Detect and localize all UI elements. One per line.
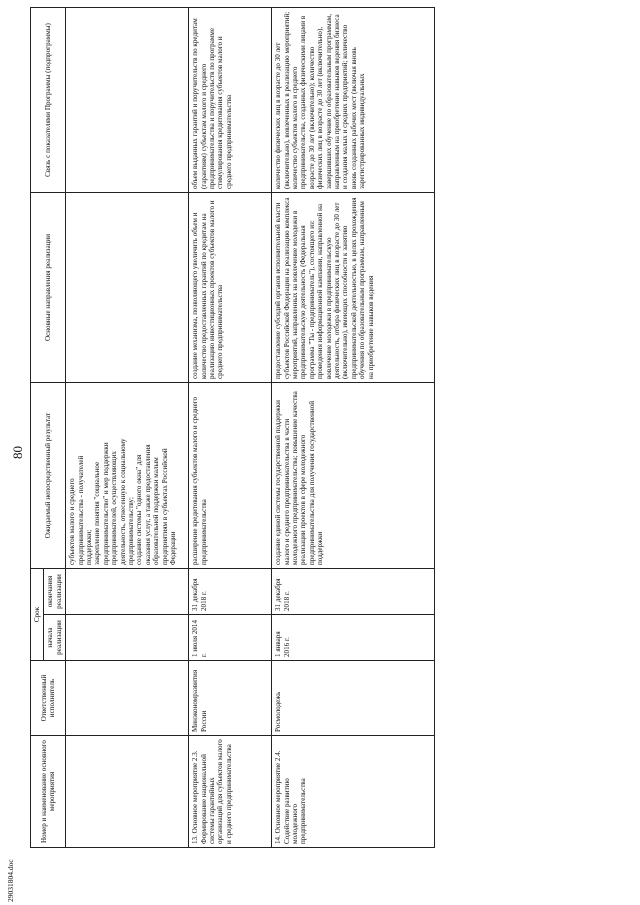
- table-row: [66, 8, 189, 848]
- header-row: [31, 8, 44, 848]
- table-row: [189, 8, 272, 848]
- row-indicators: количество физических лиц в возрасте до 30 лет (включительно), вовлеченных в реализацию мероприятий; количество субъектов малого и среднего предпринимательства, созданных физическими лицами в возрасте до 30 лет (включительно); количество физических лиц в возрасте до 30 лет (включительно), завершивших обучение по образовательным программам, направленным на приобретение навыков ведения бизнеса и создания малых и средних предприятий; количество вновь созданных рабочих мест (включая вновь зарегистрированных индивидуальных: [272, 8, 435, 193]
- row-title: 14. Основное мероприятие 2.4. Содействие развитию молодежного предпринимательства: [272, 736, 435, 848]
- header-number-name: Номер и наименование основного мероприятия: [31, 736, 66, 848]
- page-number: 80: [10, 446, 25, 459]
- header-term: Срок: [31, 569, 44, 661]
- header-end: окончания реализации: [44, 569, 66, 615]
- row-number: 14.: [274, 835, 283, 844]
- row-title: 13. Основное мероприятие 2.3. Формирование национальной системы гарантийных организаций для субъектов малого и среднего предпринимательства: [189, 736, 272, 848]
- row-directions: создание механизма, позволяющего увеличить объем и количество предоставленных гарантий по кредитам на реализацию инвестиционных проектов субъектов малого и среднего предпринимательства: [189, 193, 272, 383]
- document-footer: 29031804.doc: [6, 859, 15, 902]
- row-start: 1 июля 2014 г.: [189, 615, 272, 661]
- row-executor: [66, 661, 189, 736]
- row-end: 31 декабря 2018 г.: [272, 569, 435, 615]
- header-indicators: Связь с показателями Программы (подпрограммы): [31, 8, 66, 193]
- row-result: создание единой системы государственной поддержки малого и среднего предпринимательства в части молодежного предпринимательства; повышение качества реализации проектов в сфере молодежного предпринимательства для получения государственной поддержки: [272, 383, 435, 569]
- row-result: субъектов малого и среднего предпринимательства - получателей поддержки; закрепление понятия "социальное предпринимательство" и мер поддержки предпринимателей, осуществляющих деятельность, отнесенную к социальному предпринимательству; создание системы "одного окна" для оказания услуг, а также предоставления образовательной поддержки малым предприятиям в субъектах Российской Федерации: [66, 383, 189, 569]
- row-title: [66, 736, 189, 848]
- row-indicators: объем выданных гарантий и поручительств по кредитам (гарантиям) субъектам малого и среднего предпринимательства и поручительств по программе стимулирования кредитования субъектов малого и среднего предпринимательства: [189, 8, 272, 193]
- row-directions: [66, 193, 189, 383]
- row-result: расширение кредитования субъектов малого и среднего предпринимательства: [189, 383, 272, 569]
- row-start: [66, 615, 189, 661]
- row-directions: предоставление субсидий органов исполнительной власти субъектов Российской Федерации на реализацию комплекса мероприятий, направленных на вовлечение молодежи в предпринимательскую деятельность (Федеральная программа "Ты - предприниматель"), состоящего из: проведения информационной кампании, направленной на вовлечение молодежи в предпринимательскую деятельность, отбора физических лиц в возрасте до 30 лет (включительно), имеющих способности к занятию предпринимательской деятельностью, в целях прохождения обучения по образовательным программам, направленным на приобретение навыков ведения: [272, 193, 435, 383]
- table-row: [272, 8, 435, 848]
- row-executor: Росмолодежь: [272, 661, 435, 736]
- row-start: 1 января 2016 г.: [272, 615, 435, 661]
- header-start: начала реализации: [44, 615, 66, 661]
- row-end: 31 декабря 2018 г.: [189, 569, 272, 615]
- row-executor: Минэкономразвития России: [189, 661, 272, 736]
- row-end: [66, 569, 189, 615]
- row-indicators: [66, 8, 189, 193]
- header-directions: Основные направления реализации: [31, 193, 66, 383]
- header-result: Ожидаемый непосредственный результат: [31, 383, 66, 569]
- header-executor: Ответственный исполнитель: [31, 661, 66, 736]
- row-number: 13.: [191, 835, 200, 844]
- measures-table: [30, 7, 435, 848]
